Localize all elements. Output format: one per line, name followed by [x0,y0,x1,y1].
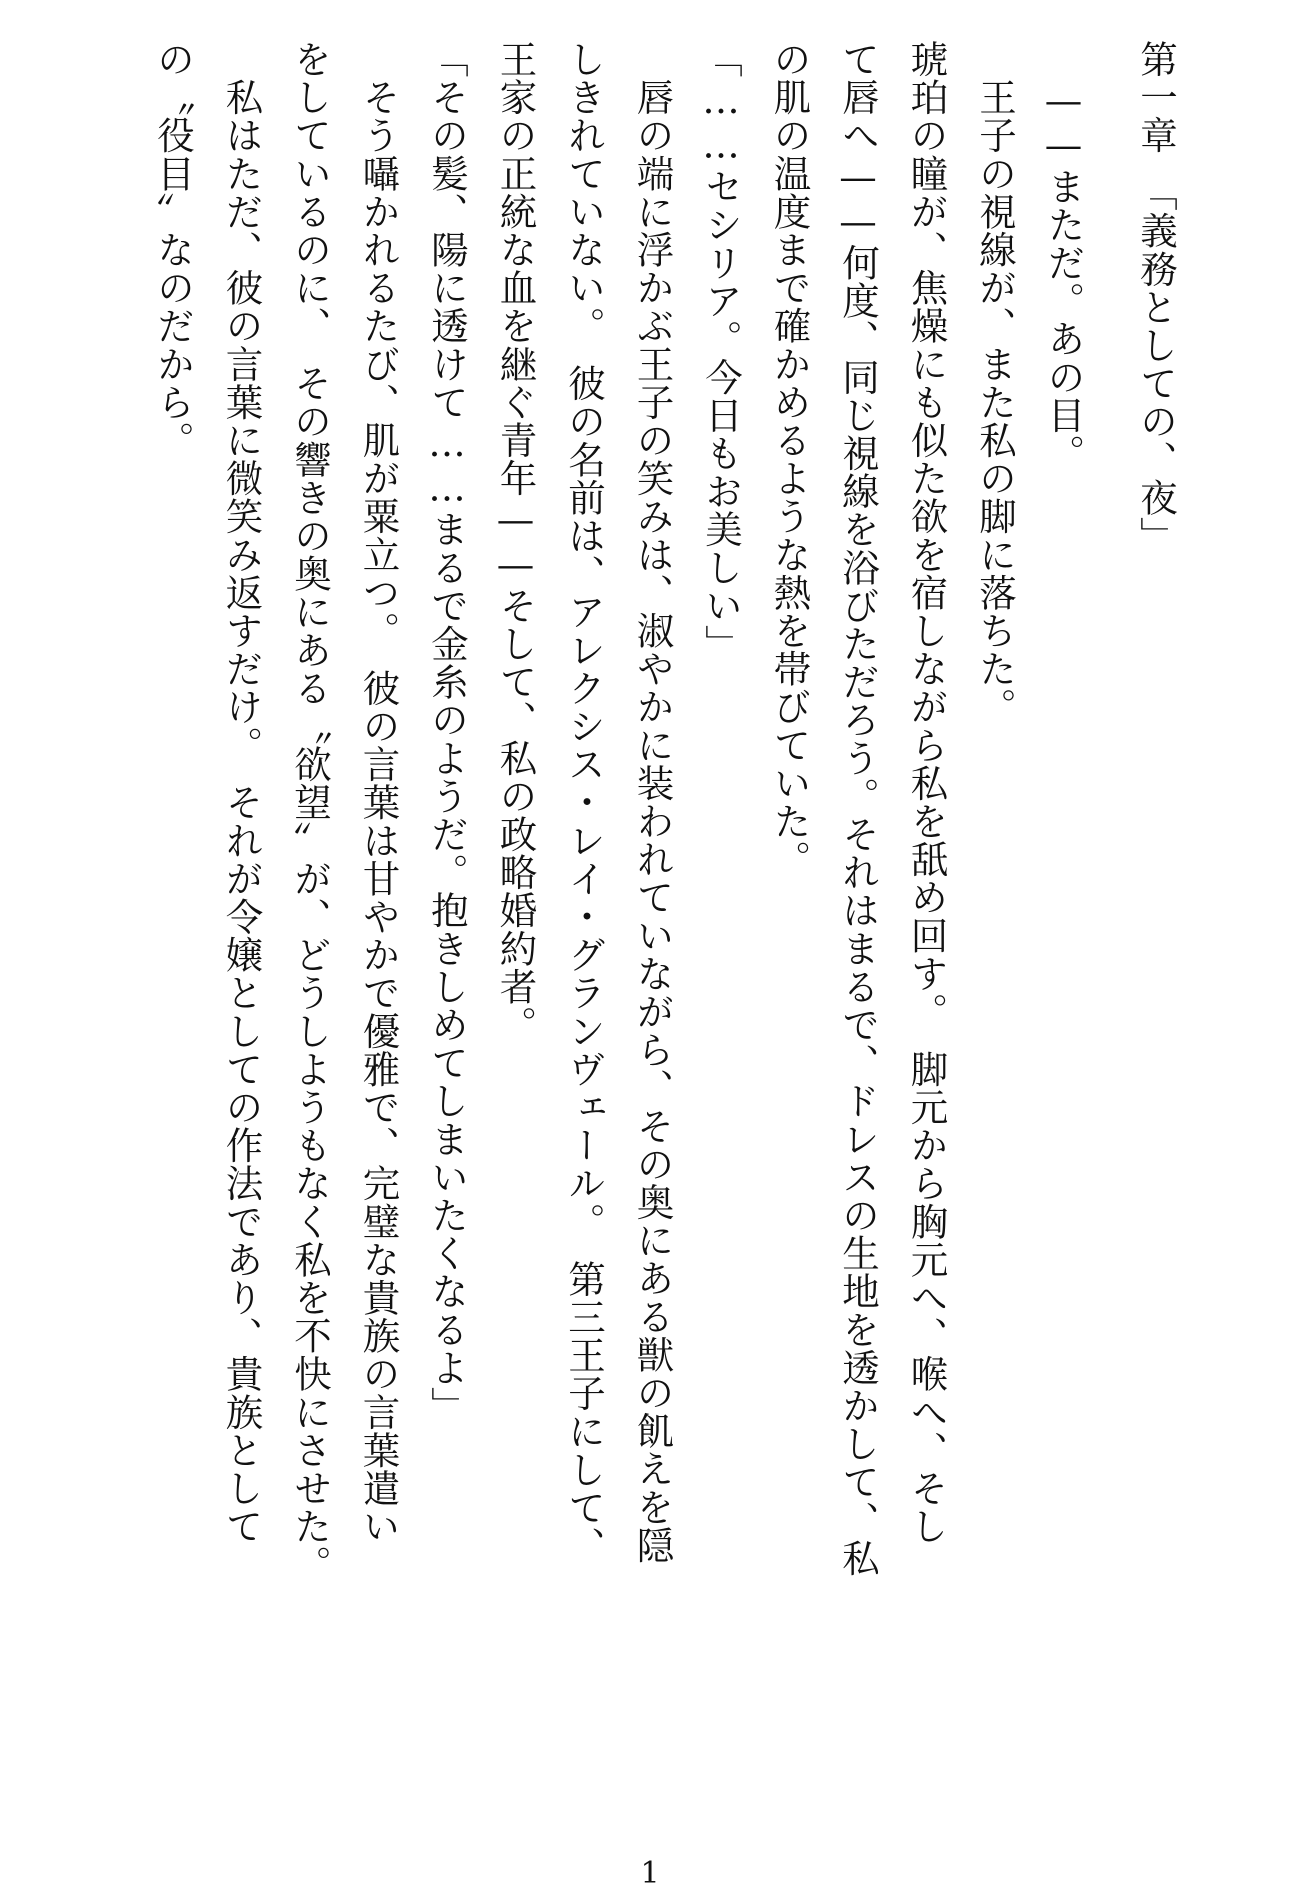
text-line: ——まただ。あの目。 [1041,40,1086,473]
text-line: しきれていない。 彼の名前は、アレクシス・レイ・グランヴェール。 第三王子にして、 [562,40,606,1565]
text-line: て唇へ——何度、同じ視線を浴びただろう。それはまるで、ドレスの生地を透かして、私 [836,40,880,1577]
text-line: 唇の端に浮かぶ王子の笑みは、淑やかに装われていながら、その奥にある獣の飢えを隠 [630,40,675,1564]
text-line: の〝役目〟なのだから。 [151,40,195,460]
text-line: そう囁かれるたび、肌が粟立つ。 彼の言葉は甘やかで優雅で、完璧な貴族の言葉遣い [356,40,401,1546]
text-line: 「……セシリア。今日もお美しい」 [699,40,743,663]
vertical-text-block [70,40,1190,1810]
text-line: の肌の温度まで確かめるような熱を帯びていた。 [767,40,812,879]
chapter-heading: 第一章 「義務としての、夜」 [1134,40,1178,555]
page-number: 1 [640,1856,660,1891]
text-line: 王家の正統な血を継ぐ青年——そして、私の政略婚約者。 [493,40,538,1044]
text-line: をしているのに、 その響きの奥にある〝欲望〟が、どうしようもなく私を不快にさせた。 [288,40,332,1584]
text-line: 「その髪、陽に透けて……まるで金糸のようだ。抱きしめてしまいたくなるよ」 [425,40,469,1425]
text-line: 王子の視線が、また私の脚に落ちた。 [973,40,1017,726]
text-line: 私はただ、彼の言葉に微笑み返すだけ。 それが令嬢としての作法であり、貴族として [219,40,264,1546]
text-line: 琥珀の瞳が、焦燥にも似た欲を宿しながら私を舐め回す。 脚元から胸元へ、喉へ、そし [904,40,949,1546]
